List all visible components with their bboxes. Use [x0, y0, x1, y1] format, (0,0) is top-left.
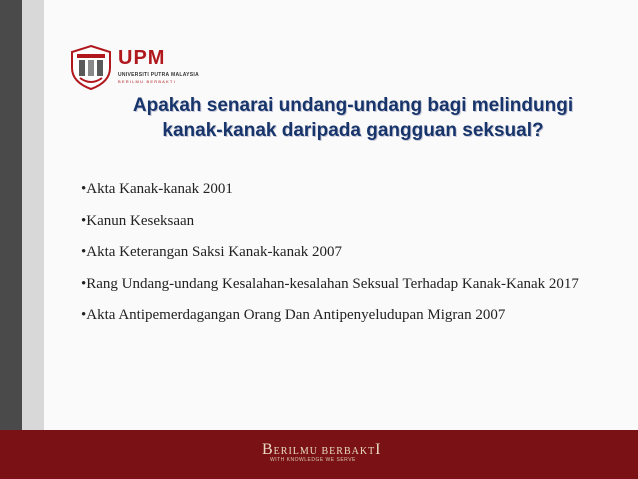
list-item: •Akta Keterangan Saksi Kanak-kanak 2007 — [81, 244, 342, 260]
left-band-light — [22, 0, 44, 430]
left-band-dark — [0, 0, 22, 430]
title-line-1: Apakah senarai undang-undang bagi melindungi — [132, 95, 574, 116]
footer-motto — [262, 441, 402, 458]
logo-motto: BERILMU BERBAKTI — [118, 79, 176, 84]
list-item: •Rang Undang-undang Kesalahan-kesalahan Seksual Terhadap Kanak-Kanak 2017 — [81, 275, 579, 292]
footer-motto-text: ERILMU BERBAKT — [273, 446, 376, 457]
list-item: •Kanun Keseksaan — [81, 212, 195, 229]
footer-motto-initial-1: B — [262, 441, 274, 458]
footer-tagline: WITH KNOWLEDGE WE SERVE — [270, 457, 356, 463]
list-item: •Akta Kanak-kanak 2001 — [81, 181, 233, 197]
law-list — [81, 174, 616, 331]
logo-name: UPM — [118, 47, 166, 69]
title-line-2: kanak-kanak daripada gangguan seksual? — [162, 120, 544, 141]
logo-university: UNIVERSITI PUTRA MALAYSIA — [118, 72, 200, 78]
footer-motto-initial-2: I — [375, 441, 382, 458]
list-item: •Akta Antipemerdagangan Orang Dan Antipenyeludupan Migran 2007 — [81, 306, 506, 323]
slide-title — [96, 93, 610, 143]
upm-crest-icon — [66, 42, 116, 92]
